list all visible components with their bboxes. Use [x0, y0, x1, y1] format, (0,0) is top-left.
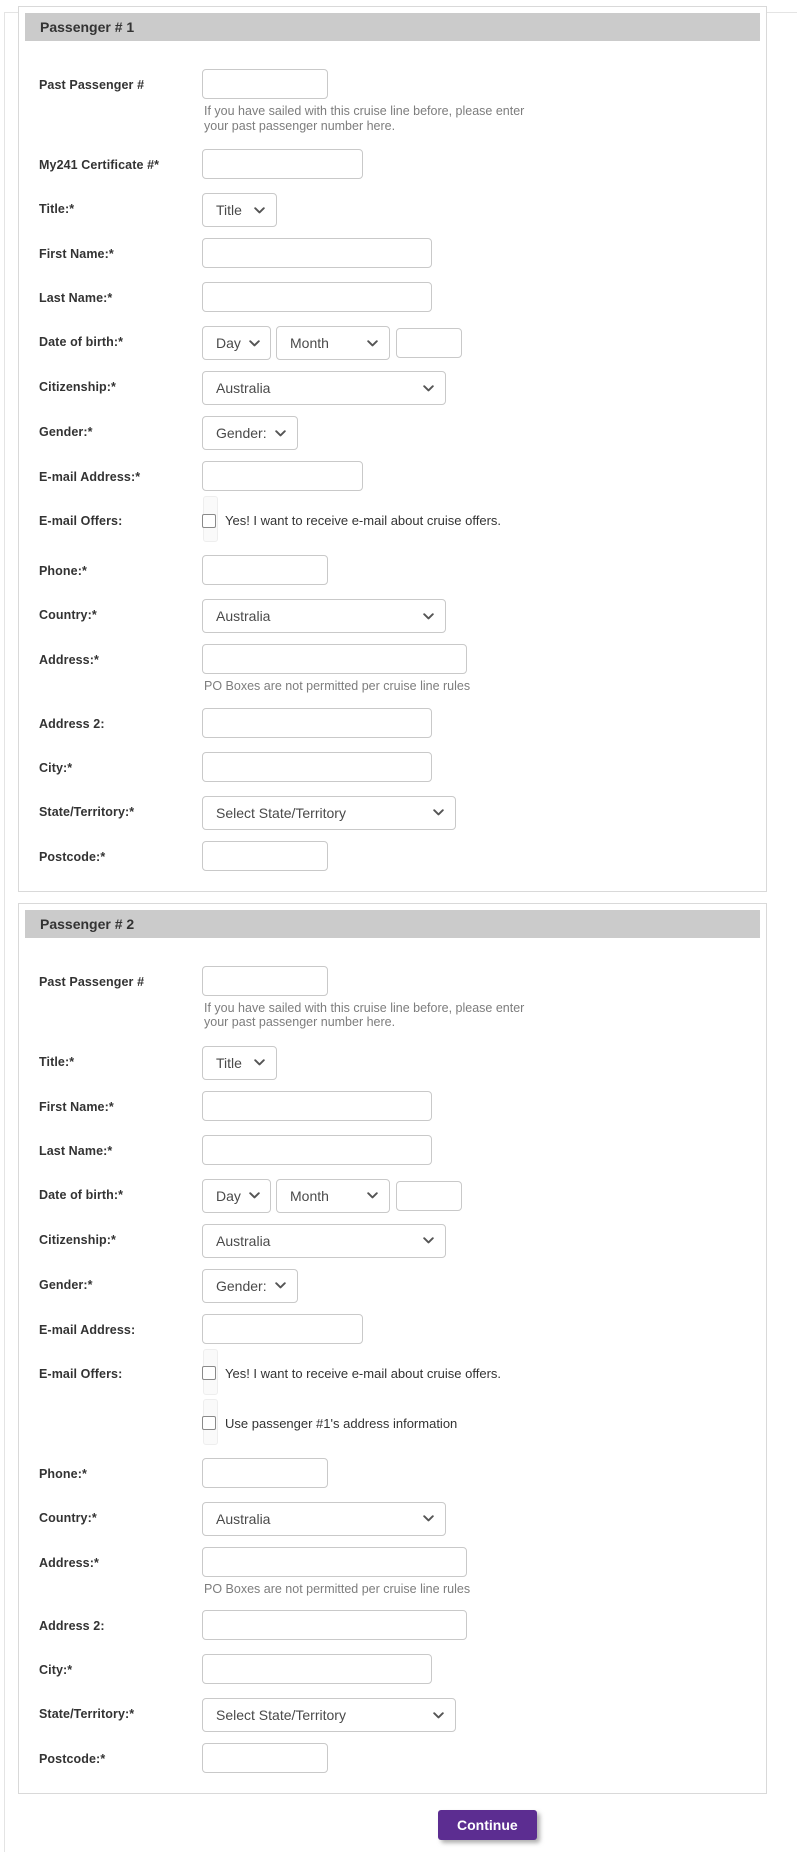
state-select-value: Select State/Territory	[216, 804, 346, 821]
helper-line: If you have sailed with this cruise line before, please enter	[204, 1000, 525, 1015]
email-control	[202, 1314, 748, 1344]
citizenship-control	[202, 1224, 748, 1258]
form-row-phone	[39, 1458, 748, 1488]
form-row-phone	[39, 555, 748, 585]
country-select[interactable]	[202, 599, 446, 633]
address2-input[interactable]	[202, 708, 432, 738]
phone-control	[202, 1458, 748, 1488]
form-row-city	[39, 1654, 748, 1684]
past-passenger-control	[202, 69, 748, 133]
form-row-address	[39, 644, 748, 694]
chevron-down-icon	[275, 430, 286, 437]
form-row-email-offers	[39, 505, 748, 535]
field-label-my241: My241 Certificate #*	[39, 158, 160, 172]
form-row-country	[39, 1502, 748, 1536]
form-row-address2	[39, 708, 748, 738]
month-select[interactable]	[276, 326, 390, 360]
city-input[interactable]	[202, 752, 432, 782]
field-label-title: Title:*	[39, 202, 75, 216]
field-label-last-name: Last Name:*	[39, 1143, 113, 1158]
email-offers-control	[202, 1358, 748, 1381]
field-label-first-name: First Name:*	[39, 1099, 114, 1114]
email-offers-checkbox[interactable]	[202, 1366, 216, 1380]
chevron-down-icon	[249, 1192, 260, 1199]
form-row-state	[39, 796, 748, 830]
page-wrapper	[4, 12, 797, 1852]
use-p1-address-checkbox-label: Use passenger #1's address information	[225, 1415, 458, 1431]
field-label-past-passenger: Past Passenger #	[39, 78, 145, 92]
address-input[interactable]	[202, 1547, 467, 1577]
gender-select-value: Gender:	[216, 425, 267, 441]
form-row-email	[39, 461, 748, 491]
form-row-citizenship	[39, 1224, 748, 1258]
address-control	[202, 644, 748, 694]
form-row-past-passenger	[39, 966, 748, 1030]
state-select[interactable]	[202, 1698, 456, 1732]
state-select[interactable]	[202, 796, 456, 830]
first-name-control	[202, 238, 748, 268]
form-row-dob	[39, 1179, 748, 1213]
gender-select[interactable]	[202, 1269, 298, 1303]
first-name-input[interactable]	[202, 1091, 432, 1121]
field-label-citizenship: Citizenship:*	[39, 1232, 116, 1247]
postcode-control	[202, 841, 748, 871]
phone-control	[202, 555, 748, 585]
day-select-value: Day	[216, 1187, 241, 1204]
address-input[interactable]	[202, 644, 467, 674]
citizenship-select-value: Australia	[216, 380, 271, 396]
email-offers-checkbox-label: Yes! I want to receive e-mail about cruise offers.	[225, 513, 502, 528]
form-row-state	[39, 1698, 748, 1732]
field-label-state: State/Territory:*	[39, 1707, 135, 1721]
form-row-city	[39, 752, 748, 782]
country-select[interactable]	[202, 1502, 446, 1536]
form-row-postcode	[39, 841, 748, 871]
field-label-citizenship: Citizenship:*	[39, 380, 116, 394]
country-control	[202, 1502, 748, 1536]
address-helper-text	[204, 679, 748, 694]
field-label-postcode: Postcode:*	[39, 849, 106, 864]
past-passenger-helper-text	[204, 104, 748, 133]
field-label-postcode: Postcode:*	[39, 1752, 106, 1766]
field-label-last-name: Last Name:*	[39, 291, 113, 305]
postcode-input[interactable]	[202, 841, 328, 871]
form-actions	[5, 1810, 797, 1850]
postcode-control	[202, 1743, 748, 1773]
chevron-down-icon	[254, 207, 265, 214]
chevron-down-icon	[367, 340, 378, 347]
chevron-down-icon	[275, 1282, 286, 1289]
field-label-city: City:*	[39, 760, 73, 775]
chevron-down-icon	[423, 1237, 434, 1244]
continue-button[interactable]: Continue	[438, 1810, 537, 1840]
form-row-email-offers	[39, 1358, 748, 1388]
form-row-gender	[39, 416, 748, 450]
field-label-country: Country:*	[39, 608, 97, 622]
field-label-state: State/Territory:*	[39, 804, 135, 819]
dob-control	[202, 326, 748, 360]
day-select[interactable]	[202, 326, 271, 360]
field-label-address2: Address 2:	[39, 716, 105, 731]
gender-control	[202, 1269, 748, 1303]
field-label-use-p1-address	[39, 1408, 202, 1417]
form-row-address2	[39, 1610, 748, 1640]
section-body	[19, 47, 766, 891]
past-passenger-helper-text	[204, 1001, 748, 1030]
state-control	[202, 1698, 748, 1732]
gender-select[interactable]	[202, 416, 298, 450]
title-select-value: Title	[216, 1054, 242, 1071]
form-row-last-name	[39, 282, 748, 312]
gender-control	[202, 416, 748, 450]
field-label-email-offers: E-mail Offers:	[39, 1366, 123, 1381]
state-control	[202, 796, 748, 830]
city-control	[202, 752, 748, 782]
chevron-down-icon	[254, 1059, 265, 1066]
helper-line: If you have sailed with this cruise line before, please enter	[204, 104, 525, 118]
field-label-gender: Gender:*	[39, 425, 93, 439]
use-p1-address-checkbox[interactable]	[202, 1416, 216, 1430]
field-label-dob: Date of birth:*	[39, 335, 124, 349]
title-control	[202, 1046, 748, 1080]
section-header: Passenger # 1	[25, 13, 760, 41]
past-passenger-input[interactable]	[202, 966, 328, 996]
title-select-value: Title	[216, 202, 242, 218]
form-row-first-name	[39, 1091, 748, 1121]
use-p1-address-checkbox-row	[202, 1408, 748, 1431]
dob-group	[202, 1179, 748, 1213]
passenger-section-2	[18, 903, 767, 1795]
helper-line: PO Boxes are not permitted per cruise line rules	[204, 679, 471, 693]
last-name-input[interactable]	[202, 1135, 432, 1165]
helper-line: your past passenger number here.	[204, 1015, 396, 1029]
field-label-phone: Phone:*	[39, 1466, 87, 1481]
field-label-address2: Address 2:	[39, 1619, 105, 1633]
field-label-address: Address:*	[39, 1555, 99, 1570]
city-input[interactable]	[202, 1654, 432, 1684]
country-control	[202, 599, 748, 633]
form-row-country	[39, 599, 748, 633]
chevron-down-icon	[423, 613, 434, 620]
day-select-value: Day	[216, 335, 241, 351]
email-offers-checkbox-row	[202, 1358, 748, 1381]
postcode-input[interactable]	[202, 1743, 328, 1773]
field-label-country: Country:*	[39, 1510, 97, 1525]
gender-select-value: Gender:	[216, 1277, 267, 1294]
field-label-phone: Phone:*	[39, 564, 87, 578]
title-select[interactable]	[202, 193, 277, 227]
address2-control	[202, 1610, 748, 1640]
form-row-title	[39, 193, 748, 227]
state-select-value: Select State/Territory	[216, 1707, 346, 1723]
email-offers-checkbox-row	[202, 505, 748, 528]
past-passenger-control	[202, 966, 748, 1030]
address-helper-text	[204, 1582, 748, 1597]
chevron-down-icon	[249, 340, 260, 347]
field-label-email: E-mail Address:*	[39, 470, 141, 484]
my241-control	[202, 149, 748, 179]
form-row-dob	[39, 326, 748, 360]
chevron-down-icon	[433, 809, 444, 816]
passenger-section-1	[18, 6, 767, 892]
chevron-down-icon	[433, 1712, 444, 1719]
helper-line: PO Boxes are not permitted per cruise line rules	[204, 1581, 471, 1596]
citizenship-select-value: Australia	[216, 1232, 271, 1249]
chevron-down-icon	[367, 1192, 378, 1199]
title-control	[202, 193, 748, 227]
field-label-title: Title:*	[39, 1054, 75, 1069]
citizenship-control	[202, 371, 748, 405]
form-row-address	[39, 1547, 748, 1597]
month-select-value: Month	[290, 335, 329, 351]
form-row-gender	[39, 1269, 748, 1303]
form-row-last-name	[39, 1135, 748, 1165]
field-label-email-offers: E-mail Offers:	[39, 514, 123, 528]
form-row-postcode	[39, 1743, 748, 1773]
field-label-email: E-mail Address:	[39, 1322, 136, 1337]
chevron-down-icon	[423, 1515, 434, 1522]
citizenship-select[interactable]	[202, 1224, 446, 1258]
passenger-form	[5, 6, 797, 1794]
phone-input[interactable]	[202, 1458, 328, 1488]
helper-line: your past passenger number here.	[204, 118, 396, 133]
use-p1-address-control	[202, 1408, 748, 1431]
form-row-past-passenger	[39, 69, 748, 133]
address2-control	[202, 708, 748, 738]
month-select-value: Month	[290, 1187, 329, 1204]
last-name-control	[202, 1135, 748, 1165]
field-label-gender: Gender:*	[39, 1277, 93, 1292]
field-label-address: Address:*	[39, 653, 99, 667]
country-select-value: Australia	[216, 608, 271, 624]
section-header: Passenger # 2	[25, 910, 760, 938]
email-input[interactable]	[202, 461, 363, 491]
city-control	[202, 1654, 748, 1684]
chevron-down-icon	[423, 385, 434, 392]
form-row-my241	[39, 149, 748, 179]
email-input[interactable]	[202, 1314, 363, 1344]
my241-input[interactable]	[202, 149, 363, 179]
title-select[interactable]	[202, 1046, 277, 1080]
first-name-control	[202, 1091, 748, 1121]
form-row-title	[39, 1046, 748, 1080]
month-select[interactable]	[276, 1179, 390, 1213]
dob-control	[202, 1179, 748, 1213]
section-body	[19, 944, 766, 1794]
dob-group	[202, 326, 748, 360]
form-row-citizenship	[39, 371, 748, 405]
email-offers-control	[202, 505, 748, 528]
citizenship-select[interactable]	[202, 371, 446, 405]
last-name-control	[202, 282, 748, 312]
phone-input[interactable]	[202, 555, 328, 585]
field-label-dob: Date of birth:*	[39, 1187, 124, 1202]
address2-input[interactable]	[202, 1610, 467, 1640]
email-offers-checkbox-label: Yes! I want to receive e-mail about cruise offers.	[225, 1365, 502, 1381]
email-control	[202, 461, 748, 491]
past-passenger-input[interactable]	[202, 69, 328, 99]
field-label-city: City:*	[39, 1663, 73, 1677]
form-row-use-p1-address	[39, 1408, 748, 1438]
first-name-input[interactable]	[202, 238, 432, 268]
country-select-value: Australia	[216, 1510, 271, 1527]
form-row-email	[39, 1314, 748, 1344]
year-input[interactable]	[396, 1181, 462, 1211]
address-control	[202, 1547, 748, 1597]
year-input[interactable]	[396, 328, 462, 358]
email-offers-checkbox[interactable]	[202, 514, 216, 528]
day-select[interactable]	[202, 1179, 271, 1213]
field-label-past-passenger: Past Passenger #	[39, 974, 145, 989]
form-row-first-name	[39, 238, 748, 268]
last-name-input[interactable]	[202, 282, 432, 312]
field-label-first-name: First Name:*	[39, 247, 114, 261]
